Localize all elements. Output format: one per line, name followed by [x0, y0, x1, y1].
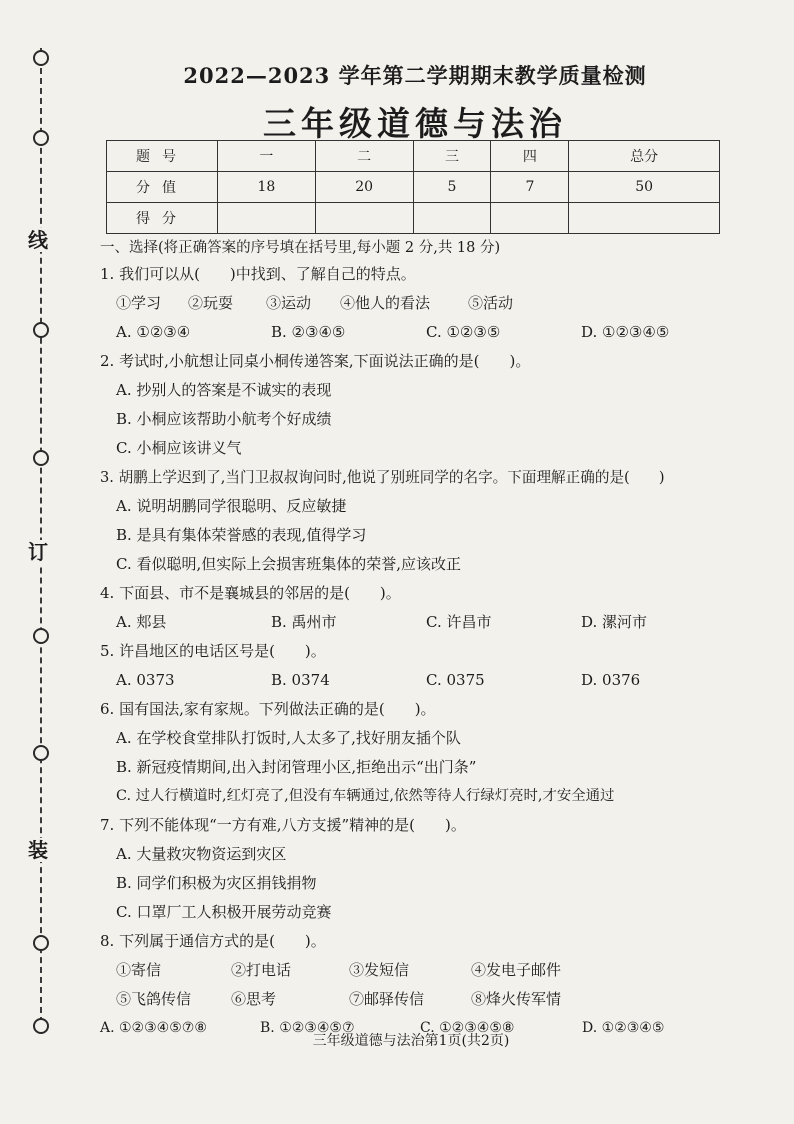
binding-char-ding: 订: [28, 540, 48, 564]
score-table: [106, 140, 720, 234]
score-value-cell: 5: [413, 172, 491, 203]
item-text: ③运动: [266, 294, 312, 312]
item-text: ②玩耍: [188, 294, 234, 312]
item-text: ⑤飞鸽传信: [116, 990, 192, 1008]
question-stem: 5. 许昌地区的电话区号是( )。: [100, 642, 326, 660]
score-value-cell: 20: [315, 172, 413, 203]
answer-choice[interactable]: A. 郏县: [116, 613, 167, 631]
score-col-header: 总分: [569, 141, 720, 172]
item-text: ⑤活动: [468, 294, 514, 312]
score-row-label: 得分: [107, 203, 218, 234]
item-text: ②打电话: [231, 961, 292, 979]
answer-choices: [100, 666, 722, 695]
answer-choice[interactable]: A. 大量救灾物资运到灾区: [116, 845, 287, 863]
question-items: [100, 289, 722, 318]
item-text: ④发电子邮件: [471, 961, 562, 979]
question-stem: 8. 下列属于通信方式的是( )。: [100, 932, 326, 950]
score-row-label: 分值: [107, 172, 218, 203]
page-footer: 三年级道德与法治第1页(共2页): [312, 1033, 510, 1049]
question-stem: 7. 下列不能体现“一方有难,八方支援”精神的是( )。: [100, 816, 466, 834]
section-title: 一、选择(将正确答案的序号填在括号里,每小题 2 分,共 18 分): [100, 240, 501, 256]
score-earned-cell[interactable]: [218, 203, 316, 234]
score-table-row-headers: [107, 141, 720, 172]
binding-hole: [33, 935, 49, 951]
score-earned-cell[interactable]: [491, 203, 569, 234]
item-text: ⑧烽火传军情: [471, 990, 562, 1008]
answer-choice[interactable]: C. 许昌市: [426, 613, 492, 631]
answer-choices: [100, 608, 722, 637]
answer-choice[interactable]: C. 0375: [426, 671, 485, 689]
score-earned-cell[interactable]: [569, 203, 720, 234]
answer-choice[interactable]: C. 小桐应该讲义气: [116, 439, 242, 457]
binding-hole: [33, 1018, 49, 1034]
score-col-header: 四: [491, 141, 569, 172]
answer-choice[interactable]: A. 0373: [116, 671, 175, 689]
score-col-header: 三: [413, 141, 491, 172]
answer-choice[interactable]: A. 抄别人的答案是不诚实的表现: [116, 381, 332, 399]
exam-subtitle: 2022—2023 学年第二学期期末教学质量检测: [183, 63, 647, 88]
score-table-row-values: [107, 172, 720, 203]
answer-choice[interactable]: C. ①②③⑤: [426, 323, 501, 341]
answer-choices: [100, 318, 722, 347]
score-value-cell: 50: [569, 172, 720, 203]
question-stem: 1. 我们可以从( )中找到、了解自己的特点。: [100, 265, 416, 283]
question-items: [100, 985, 722, 1014]
question-stem: 4. 下面县、市不是襄城县的邻居的是( )。: [100, 584, 401, 602]
score-col-header: 二: [315, 141, 413, 172]
answer-choice[interactable]: A. ①②③④: [116, 323, 191, 341]
answer-choice[interactable]: B. 0374: [271, 671, 330, 689]
binding-hole: [33, 130, 49, 146]
score-value-cell: 18: [218, 172, 316, 203]
answer-choice[interactable]: D. ①②③④⑤: [582, 1020, 665, 1036]
score-table-row-earned: [107, 203, 720, 234]
exam-title: 三年级道德与法治: [263, 104, 567, 143]
answer-choice[interactable]: C. ①②③④⑤⑧: [420, 1020, 515, 1036]
item-text: ①寄信: [116, 961, 162, 979]
answer-choice[interactable]: D. 0376: [581, 671, 641, 689]
answer-choice[interactable]: B. 小桐应该帮助小航考个好成绩: [116, 410, 332, 428]
question-stem: 3. 胡鹏上学迟到了,当门卫叔叔询问时,他说了别班同学的名字。下面理解正确的是( ): [100, 469, 665, 486]
score-earned-cell[interactable]: [315, 203, 413, 234]
answer-choice[interactable]: C. 口罩厂工人积极开展劳动竞赛: [116, 903, 332, 921]
item-text: ①学习: [116, 294, 162, 312]
binding-hole: [33, 322, 49, 338]
answer-choice[interactable]: C. 过人行横道时,红灯亮了,但没有车辆通过,依然等待人行绿灯亮时,才安全通过: [116, 788, 615, 804]
item-text: ③发短信: [349, 961, 410, 979]
question-items: [100, 956, 722, 985]
question-section: [100, 236, 722, 1043]
binding-char-xian: 线: [28, 228, 48, 252]
answer-choice[interactable]: A. ①②③④⑤⑦⑧: [100, 1020, 207, 1036]
item-text: ⑥思考: [231, 990, 277, 1008]
answer-choice[interactable]: A. 在学校食堂排队打饭时,人太多了,找好朋友插个队: [116, 729, 461, 747]
answer-choice[interactable]: D. ①②③④⑤: [581, 323, 670, 341]
question-stem: 2. 考试时,小航想让同桌小桐传递答案,下面说法正确的是( )。: [100, 352, 531, 370]
answer-choice[interactable]: B. 是具有集体荣誉感的表现,值得学习: [116, 526, 367, 544]
binding-hole: [33, 745, 49, 761]
score-earned-cell[interactable]: [413, 203, 491, 234]
score-row-label: 题号: [107, 141, 218, 172]
score-col-header: 一: [218, 141, 316, 172]
question-stem: 6. 国有国法,家有家规。下列做法正确的是( )。: [100, 700, 436, 718]
answer-choice[interactable]: B. 同学们积极为灾区捐钱捐物: [116, 874, 317, 892]
answer-choice[interactable]: B. 禹州市: [271, 613, 337, 631]
answer-choice[interactable]: B. 新冠疫情期间,出入封闭管理小区,拒绝出示“出门条”: [116, 758, 477, 776]
binding-hole: [33, 628, 49, 644]
answer-choice[interactable]: B. ①②③④⑤⑦: [260, 1020, 355, 1036]
binding-hole: [33, 450, 49, 466]
binding-hole: [33, 50, 49, 66]
item-text: ④他人的看法: [340, 294, 431, 312]
answer-choice[interactable]: B. ②③④⑤: [271, 323, 346, 341]
answer-choice[interactable]: C. 看似聪明,但实际上会损害班集体的荣誉,应该改正: [116, 555, 462, 573]
item-text: ⑦邮驿传信: [349, 990, 425, 1008]
binding-char-zhuang: 装: [28, 838, 48, 862]
score-value-cell: 7: [491, 172, 569, 203]
answer-choice[interactable]: D. 漯河市: [581, 613, 648, 631]
answer-choice[interactable]: A. 说明胡鹏同学很聪明、反应敏捷: [116, 497, 347, 515]
